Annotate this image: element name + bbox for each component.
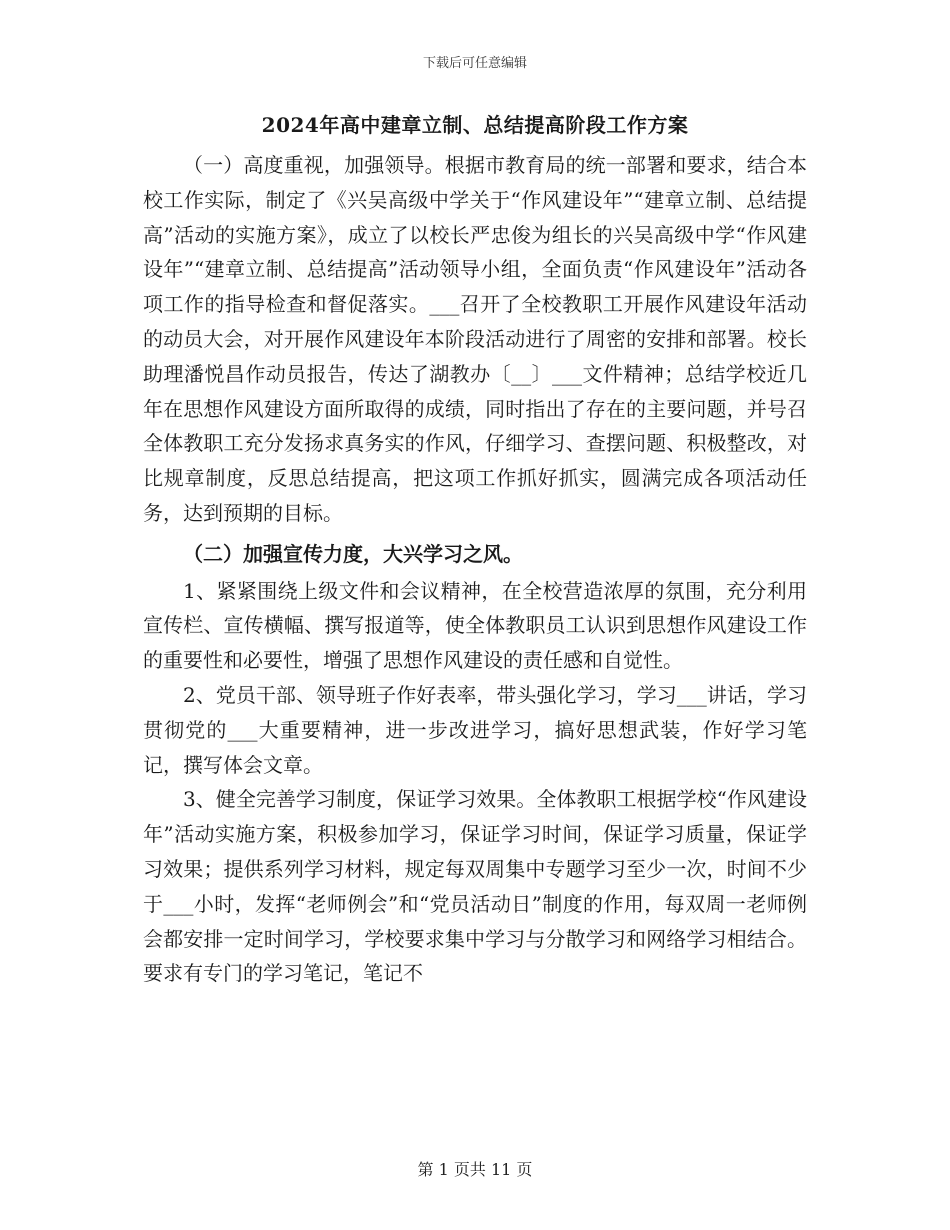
document-title: 2024年高中建章立制、总结提高阶段工作方案	[261, 113, 689, 137]
paragraph-leadership: （一）高度重视，加强领导。根据市教育局的统一部署和要求，结合本校工作实际，制定了《兴吴高级中学关于“作风建设年”“建章立制、总结提高”活动的实施方案》，成立了以校长严忠俊为组长的兴吴高级中学“作风建设年”“建章立制、总结提高”活动领导小组，全面负责“作风建设年”活动各项工作的指导检查和督促落实。___召开了全校教职工开展作风建设年活动的动员大会，对开展作风建设年本阶段活动进行了周密的安排和部署。校长助理潘悦昌作动员报告，传达了湖教办〔__〕___文件精神；总结学校近几年在思想作风建设方面所取得的成绩，同时指出了存在的主要问题，并号召全体教职工充分发扬求真务实的作风，仔细学习、查摆问题、积极整改，对比规章制度，反思总结提高，把这项工作抓好抓实，圆满完成各项活动任务，达到预期的目标。	[143, 153, 807, 525]
paragraph-item-3: 3、健全完善学习制度，保证学习效果。全体教职工根据学校“作风建设年”活动实施方案，积极参加学习，保证学习时间，保证学习质量，保证学习效果；提供系列学习材料，规定每双周集中专题学习至少一次，时间不少于___小时，发挥“老师例会”和“党员活动日”制度的作用，每双周一老师例会都安排一定时间学习，学校要求集中学习与分散学习和网络学习相结合。要求有专门的学习笔记，笔记不	[143, 787, 807, 986]
paragraph-item-2: 2、党员干部、领导班子作好表率，带头强化学习，学习___讲话，学习贯彻党的___大重要精神，进一步改进学习，搞好思想武装，作好学习笔记，撰写体会文章。	[143, 682, 807, 777]
page-header-note: 下载后可任意编辑	[422, 56, 527, 71]
paragraph-item-1: 1、紧紧围绕上级文件和会议精神，在全校营造浓厚的氛围，充分利用宣传栏、宣传横幅、撰写报道等，使全体教职员工认识到思想作风建设工作的重要性和必要性，增强了思想作风建设的责任感和自觉性。	[143, 578, 807, 673]
page-number: 第 1 页共 11 页	[417, 1160, 533, 1179]
section-heading-publicity: （二）加强宣传力度，大兴学习之风。	[183, 541, 523, 566]
document-body	[143, 108, 807, 991]
